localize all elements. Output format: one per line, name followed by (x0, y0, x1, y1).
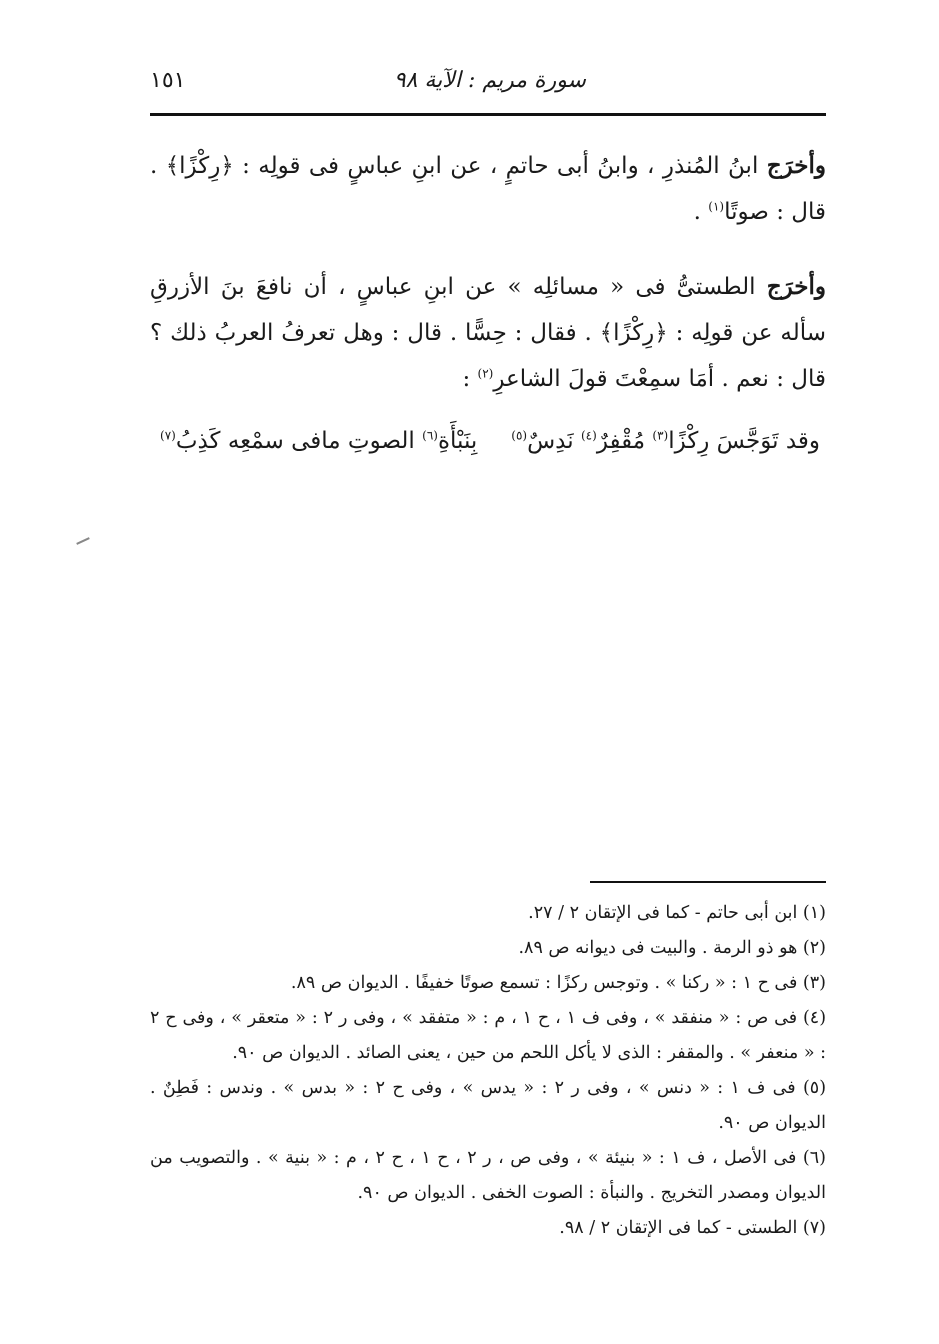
footnote-rule (590, 881, 826, 883)
footnote-2: (٢) هو ذو الرمة . والبيت فى ديوانه ص ٨٩. (518, 938, 826, 958)
footnote-ref-5: (٥) (511, 428, 528, 443)
paragraph-end: . (693, 199, 709, 225)
paragraph-text: الطستىُّ فى « مسائلِه » عن ابنِ عباسٍ ، أن نافعَ بنَ الأزرقِ سأله عن قولِه : ﴿رِكْزًا﴾ . فقال : حِسًّا . قال : وهل تعرفُ العربُ ذلك ؟ قال : نعم . أمَا سمِعْتَ قولَ الشاعرِ (150, 274, 826, 392)
page-header (150, 62, 826, 110)
footnotes (150, 896, 826, 1246)
paragraph-end: : (462, 366, 478, 392)
page-number: ١٥١ (150, 68, 186, 93)
footnote-6: (٦) فى الأصل ، ف ١ : « بنيئة » ، وفى ص ، ر ٢ ، ح ١ ، ح ٢ ، م : « بنية » . والتصويب من الديوان ومصدر التخريج . والنبأة : الصوت الخفى . الديوان ص ٩٠. (150, 1148, 826, 1203)
footnote-ref-6: (٦) (422, 428, 438, 443)
footnote-ref-1: (١) (708, 199, 725, 214)
footnote-1: (١) ابن أبى حاتم - كما فى الإتقان ٢ / ٢٧. (528, 903, 826, 923)
footnote-5: (٥) فى ف ١ : « دنس » ، وفى ر ٢ : « يدس » ، وفى ح ٢ : « بدس » . وندس : فَطِنٌ . الديوان ص ٩٠. (150, 1078, 827, 1133)
footnote-ref-7: (٧) (160, 428, 176, 443)
running-title: سورة مريم : الآية ٩٨ (393, 68, 586, 93)
first-hemistich: وقد تَوَجَّسَ رِكْزًا$^{(٣)}$ مُقْفِرٌ$^{(٤)}$ نَدِسٌ$^{(٥)}$ (511, 428, 820, 454)
paragraph-lead-word: وأخرَج (766, 273, 826, 300)
paragraph-lead-word: وأخرَج (766, 152, 826, 179)
paragraph-1 (150, 143, 826, 235)
scan-mark (76, 537, 90, 545)
footnote-7: (٧) الطستى - كما فى الإتقان ٢ / ٩٨. (559, 1218, 826, 1238)
paragraph-text: ابنُ المُنذرِ ، وابنُ أبى حاتمٍ ، عن ابنِ عباسٍ فى قولِه : ﴿رِكْزًا﴾ . قال : صوتًا (150, 153, 826, 225)
paragraph-2 (150, 264, 826, 402)
header-rule (150, 113, 826, 116)
footnote-ref-2: (٢) (477, 366, 494, 381)
poetry-verse (160, 428, 820, 474)
footnote-ref-4: (٤) (580, 428, 597, 443)
footnote-4: (٤) فى ص : « منفقد » ، وفى ف ١ ، ح ١ ، م : « متفقد » ، وفى ر ٢ : « متعقر » ، وفى ح ٢ : « منعفر » . والمقفر : الذى لا يأكل اللحم من حين ، يعنى الصائد . الديوان ص ٩٠. (150, 1008, 827, 1063)
footnote-3: (٣) فى ح ١ : « ركنا » . وتوجس ركزًا : تسمع صوتًا خفيفًا . الديوان ص ٨٩. (290, 973, 826, 993)
footnote-ref-3: (٣) (652, 428, 669, 443)
second-hemistich: بِنَبْأَةِ$^{(٦)}$ الصوتِ مافى سمْعِه كَذِبُ$^{(٧)}$ (160, 428, 478, 454)
